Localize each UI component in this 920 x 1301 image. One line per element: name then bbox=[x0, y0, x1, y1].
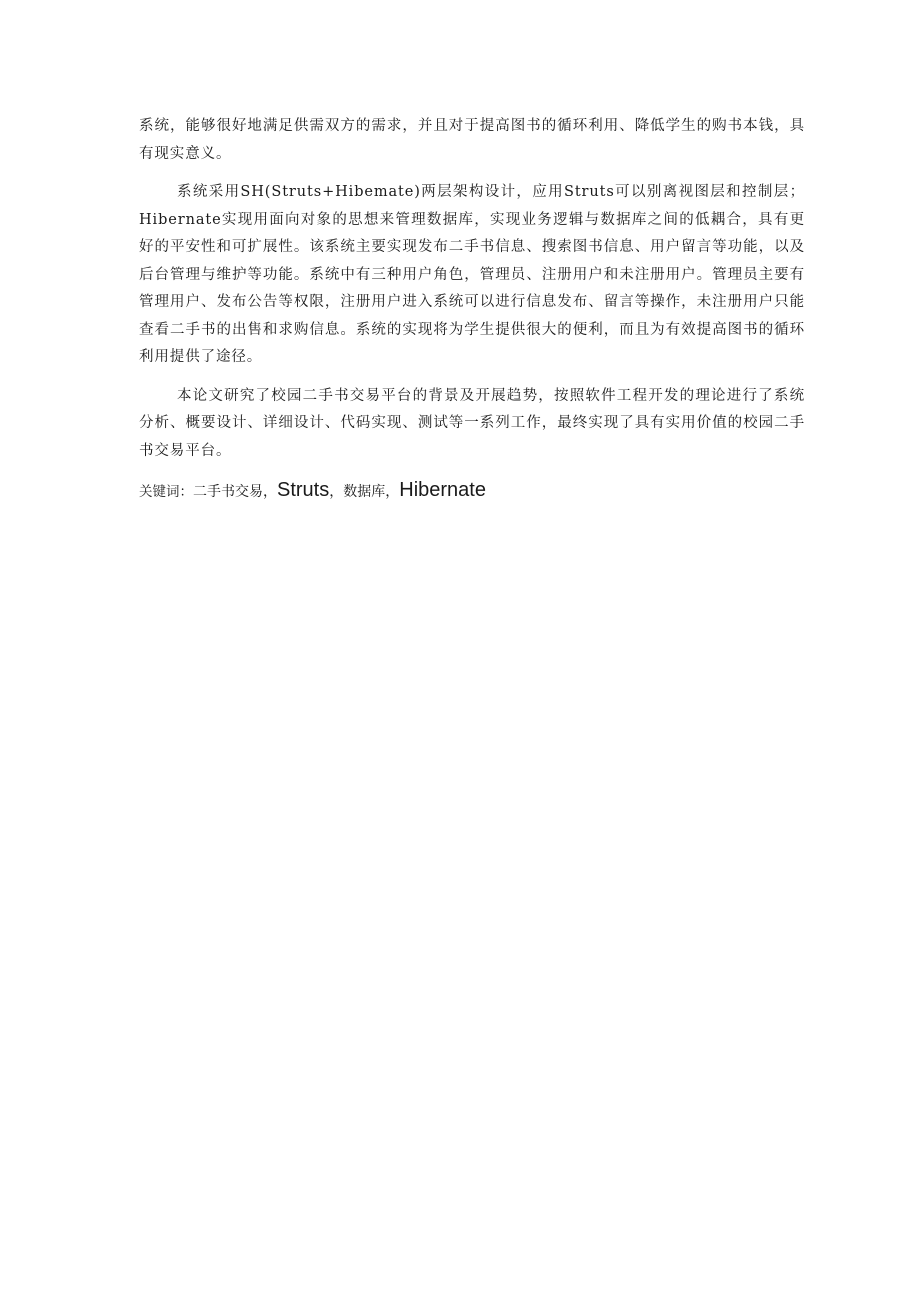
abstract-paragraph-2: 系统采用SH(Struts+Hibemate)两层架构设计，应用Struts可以别离视图层和控制层；Hibernate实现用面向对象的思想来管理数据库，实现业务逻辑与数据库之间的低耦合，具有更好的平安性和可扩展性。该系统主要实现发布二手书信息、搜索图书信息、用户留言等功能，以及后台管理与维护等功能。系统中有三种用户角色，管理员、注册用户和未注册用户。管理员主要有管理用户、发布公告等权限，注册用户进入系统可以进行信息发布、留言等操作，未注册用户只能查看二手书的出售和求购信息。系统的实现将为学生提供很大的便利，而且为有效提高图书的循环利用提供了途径。 bbox=[139, 184, 805, 365]
keyword-database: ，数据库， bbox=[329, 483, 400, 499]
abstract-paragraph-1: 系统，能够很好地满足供需双方的需求，并且对于提高图书的循环利用、降低学生的购书本钱，具有现实意义。 bbox=[139, 118, 805, 162]
keywords-line bbox=[139, 476, 805, 506]
abstract-paragraph-3: 本论文研究了校园二手书交易平台的背景及开展趋势，按照软件工程开发的理论进行了系统分析、概要设计、详细设计、代码实现、测试等一系列工作，最终实现了具有实用价值的校园二手书交易平台。 bbox=[139, 387, 805, 459]
keyword-secondhand-trade: 二手书交易， bbox=[193, 483, 277, 499]
document-page bbox=[139, 113, 805, 506]
keywords-label: 关键词： bbox=[139, 484, 193, 499]
keyword-struts: Struts bbox=[277, 479, 330, 501]
keyword-hibernate: Hibernate bbox=[399, 479, 486, 501]
